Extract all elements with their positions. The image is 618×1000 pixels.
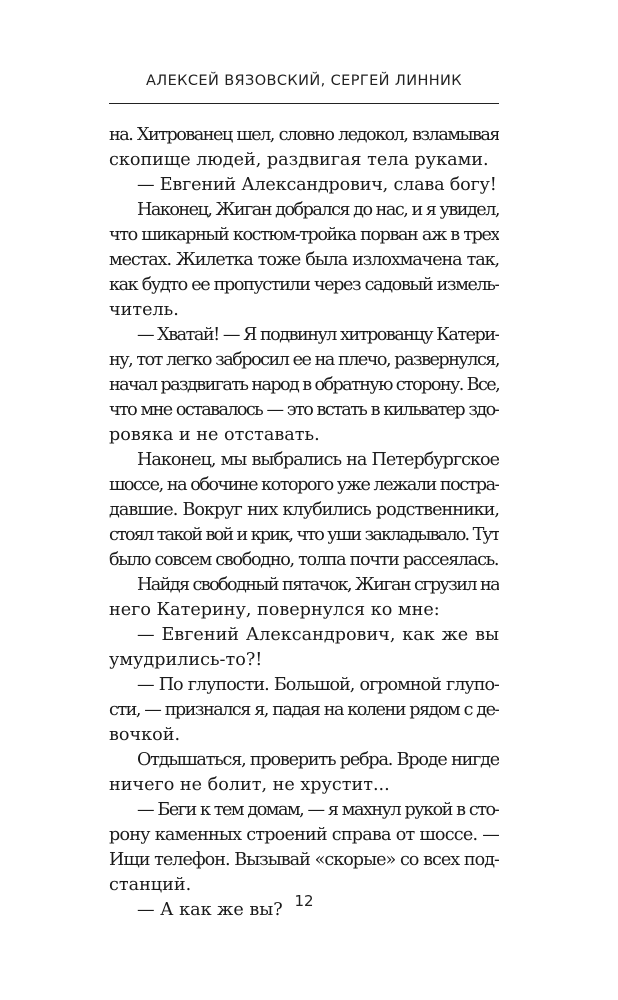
text-line: вочкой. — [109, 725, 181, 745]
text-line: как будто ее пропустили через садовый измель- — [109, 275, 499, 295]
text-line: начал раздвигать народ в обратную сторону. Все, — [109, 375, 499, 395]
text-line: на. Хитрованец шел, словно ледокол, взламывая — [109, 125, 499, 145]
text-line: — Беги к тем домам, — я махнул рукой в сто- — [137, 800, 499, 820]
text-line: станций. — [109, 875, 192, 895]
text-line: было совсем свободно, толпа почти рассеялась. — [109, 550, 499, 570]
running-head: АЛЕКСЕЙ ВЯЗОВСКИЙ, СЕРГЕЙ ЛИННИК — [145, 73, 463, 89]
text-line: Ищи телефон. Вызывай «скорые» со всех под- — [109, 850, 499, 870]
page-number: 12 — [294, 892, 314, 910]
text-line: сти, — признался я, падая на колени рядом с де- — [109, 700, 499, 720]
body-text — [109, 123, 499, 923]
text-line: ничего не болит, не хрустит... — [109, 775, 390, 795]
text-line: него Катерину, повернулся ко мне: — [109, 600, 440, 620]
text-line: что шикарный костюм-тройка порван аж в трех — [109, 225, 499, 245]
text-line: местах. Жилетка тоже была излохмачена так, — [109, 250, 499, 270]
text-line: Наконец, Жиган добрался до нас, и я увидел, — [137, 200, 499, 220]
text-line: шоссе, на обочине которого уже лежали постра- — [109, 475, 499, 495]
text-line: рону каменных строений справа от шоссе. — — [109, 825, 499, 845]
text-line: умудрились-то?! — [109, 650, 263, 670]
text-line: ровяка и не отставать. — [109, 425, 320, 445]
text-line: — По глупости. Большой, огромной глупо- — [137, 675, 499, 695]
text-line: — Хватай! — Я подвинул хитрованцу Катери- — [137, 325, 499, 345]
text-line: — Евгений Александрович, слава богу! — [137, 175, 497, 195]
text-line: давшие. Вокруг них клубились родственники, — [109, 500, 499, 520]
text-line: что мне оставалось — это встать в кильватер здо- — [109, 400, 499, 420]
header-rule — [109, 103, 499, 104]
text-line: — Евгений Александрович, как же вы — [137, 625, 499, 645]
text-line: скопище людей, раздвигая тела руками. — [109, 150, 489, 170]
text-line: ну, тот легко забросил ее на плечо, развернулся, — [109, 350, 499, 370]
text-line: Наконец, мы выбрались на Петербургское — [137, 450, 499, 470]
text-line: стоял такой вой и крик, что уши закладывало. Тут — [109, 525, 499, 545]
text-line: читель. — [109, 300, 179, 320]
text-line: Отдышаться, проверить ребра. Вроде нигде — [137, 750, 499, 770]
text-line: — А как же вы? — [137, 900, 283, 920]
text-line: Найдя свободный пятачок, Жиган сгрузил на — [137, 575, 499, 595]
